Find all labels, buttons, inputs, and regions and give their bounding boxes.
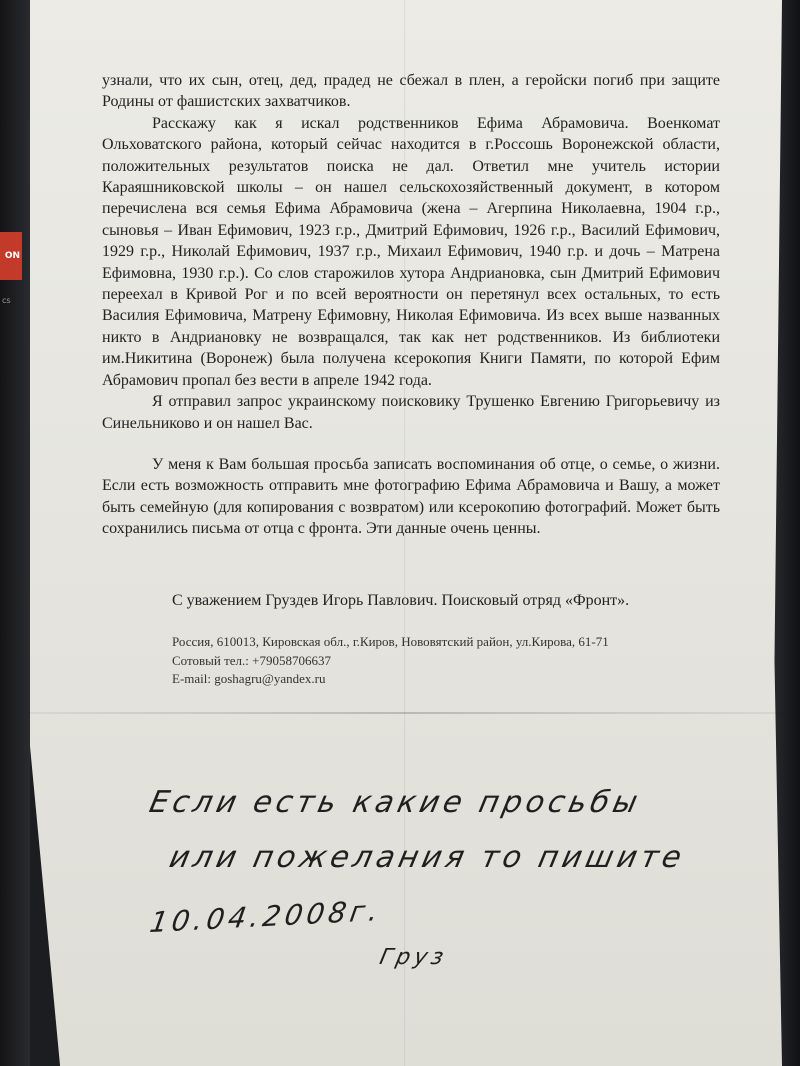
handwritten-note-line: или пожелания то пишите bbox=[166, 840, 689, 875]
laptop-caption: cs bbox=[2, 296, 11, 305]
letter-paragraph: У меня к Вам большая просьба записать воспоминания об отце, о семье, о жизни. Если есть возможность отправить мне фотографию Ефима Абрамовича и Вашу, а может быть семейную (для копирования с возвратом) или ксерокопию фотографий. Может быть сохранились письма от отца с фронта. Эти данные очень ценны. bbox=[102, 455, 720, 538]
handwritten-note-line: Если есть какие просьбы bbox=[146, 785, 645, 820]
desk-background-left bbox=[0, 0, 30, 1066]
letter-signoff: С уважением Груздев Игорь Павлович. Поисковый отряд «Фронт». bbox=[172, 592, 630, 609]
letter-paragraph: Я отправил запрос украинскому поисковику Трушенко Евгению Григорьевичу из Синельниково и он нашел Вас. bbox=[102, 393, 720, 432]
laptop-sticker: ON bbox=[0, 232, 22, 280]
handwritten-date: 10.04.2008г. bbox=[147, 893, 385, 940]
letter-paragraph: узнали, что их сын, отец, дед, прадед не сбежал в плен, а геройски погиб при защите Родины от фашистских захватчиков. bbox=[102, 72, 720, 111]
handwritten-signature: Груз bbox=[377, 945, 450, 970]
paragraph-gap bbox=[102, 434, 720, 454]
contact-address: Россия, 610013, Кировская обл., г.Киров, Нововятский район, ул.Кирова, 61-71 bbox=[172, 634, 609, 649]
contact-block bbox=[172, 633, 609, 689]
contact-phone: Сотовый тел.: +79058706637 bbox=[172, 652, 331, 668]
paper-fold-horizontal bbox=[30, 712, 782, 714]
letter-paragraph: Расскажу как я искал родственников Ефима Абрамовича. Военкомат Ольховатского района, который сейчас находится в г.Россошь Воронежской области, положительных результатов поиска не дал. Ответил мне учитель истории Караяшниковской школы – он нашел сельскохозяйственный документ, в котором перечислена вся семья Ефима Абрамовича (жена – Агерпина Николаевна, 1904 г.р., сыновья – Иван Ефимович, 1923 г.р., Дмитрий Ефимович, 1926 г.р., Василий Ефимович, 1929 г.р., Николай Ефимович, 1937 г.р., Михаил Ефимович, 1940 г.р. и дочь – Матрена Ефимовна, 1930 г.р.). Со слов старожилов хутора Андриановка, сын Дмитрий Ефимович переехал в Кривой Рог и по всей вероятности он перетянул всех остальных, то есть Василия Ефимовича, Матрену Ефимовну, Николая Ефимовича. Из всех выше названных никто в Андриановку не возвращался, так как нет родственников. Из библиотеки им.Никитина (Воронеж) была получена ксерокопия Книги Памяти, по которой Ефим Абрамович пропал без вести в апреле 1942 года. bbox=[102, 114, 720, 389]
contact-email: E-mail: goshagru@yandex.ru bbox=[172, 671, 326, 686]
letter-body bbox=[102, 70, 720, 540]
